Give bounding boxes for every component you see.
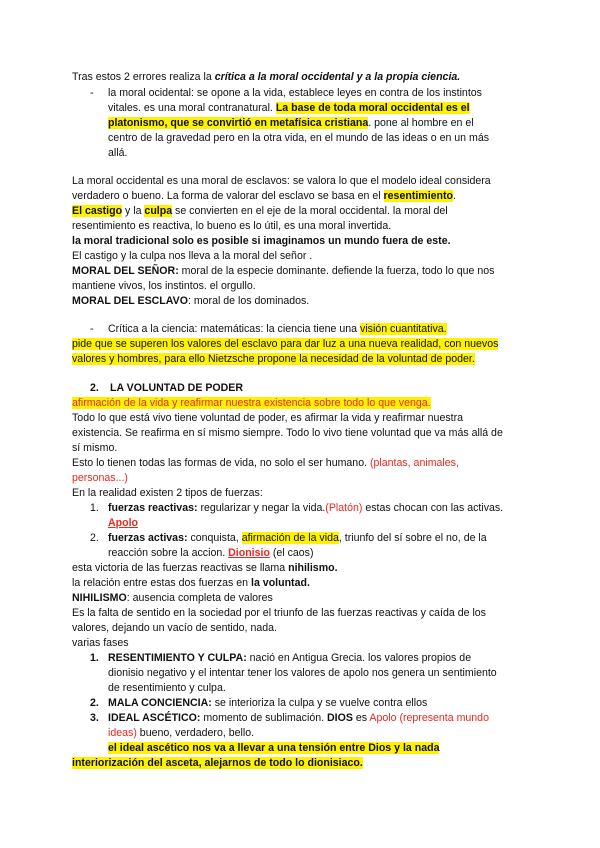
fase-resentimiento-label: RESENTIMIENTO Y CULPA: [108, 652, 247, 664]
list-number: 1. [90, 652, 99, 664]
bullet-dash: - [90, 87, 94, 99]
esclavos-line-6: El castigo y la culpa nos lleva a la moral del señor . [72, 250, 313, 262]
red-note-ideas: ideas) [108, 727, 137, 739]
dios-bold: DIOS [327, 712, 353, 724]
fuerzas-text: regularizar y negar la vida. [197, 502, 326, 514]
fase-mala-conciencia-label: MALA CONCIENCIA: [108, 697, 212, 709]
moral-occ-text: . pone al hombre en el [368, 117, 474, 129]
esclavos-text: verdadero o bueno. La forma de valorar del esclavo se basa en el [72, 190, 384, 202]
voluntad-line-12: varias fases [72, 637, 129, 649]
esclavos-line-2 [72, 189, 456, 204]
red-note: (plantas, animales, [369, 457, 459, 469]
fuerzas-text: (el caos) [269, 547, 314, 559]
dionisio-label: Dionisio [228, 547, 270, 559]
esclavos-text: . [453, 190, 456, 202]
apolo-label: Apolo [108, 517, 139, 529]
fase-text: se interioriza la culpa y se vuelve contra ellos [211, 697, 428, 709]
list-number: 3. [90, 712, 99, 724]
moral-senor-text: moral de la especie dominante. defiende la fuerza, todo lo que nos [178, 265, 495, 277]
highlight-tension: el ideal ascético nos va a llevar a una tensión entre Dios y la nada [108, 742, 440, 754]
intro-line [72, 70, 460, 85]
fase-resentimiento-line-2: dionisio negativo y el intentar tener los valores de apolo nos genera un sentimiento [108, 667, 497, 679]
esclavos-text: y la [122, 205, 145, 217]
fase-ideal-ascetico-line-4 [72, 756, 363, 771]
moral-occ-line-3 [108, 116, 474, 131]
moral-occ-text: vitales. es una moral contranatural. [108, 102, 276, 114]
highlight-resentimiento: resentimiento [383, 190, 454, 202]
ciencia-text: Crítica a la ciencia: matemáticas: la ciencia tiene una [108, 323, 361, 335]
section-number: 2. [90, 382, 99, 394]
voluntad-line-11: valores, dejando un vacío de sentido, nada. [72, 622, 277, 634]
moral-esclavo-line [72, 294, 309, 309]
highlight-platonismo-2: platonismo, que se convirtió en metafísica cristiana [108, 117, 369, 129]
list-number: 1. [90, 502, 99, 514]
esclavos-line-5: la moral tradicional solo es posible si imaginamos un mundo fuera de este. [72, 235, 451, 247]
fase-text: bueno, verdadero, bello. [136, 727, 255, 739]
voluntad-line-3: existencia. Se reafirma en sí mismo siempre. Todo lo vivo tiene voluntad que va más allá de [72, 427, 503, 439]
voluntad-line-7: En la realidad existen 2 tipos de fuerzas: [72, 487, 263, 499]
ciencia-line-3 [72, 352, 475, 367]
fuerzas-reactivas-label: fuerzas reactivas: [108, 502, 198, 514]
nihilismo-label: NIHILISMO [72, 592, 127, 604]
nihilismo-text: : ausencia completa de valores [126, 592, 273, 604]
highlight-afirmacion-vida: afirmación de la vida [241, 532, 339, 544]
moral-senor-label: MORAL DEL SEÑOR: [72, 265, 179, 277]
nihilismo-bold: nihilismo. [288, 562, 338, 574]
fase-mala-conciencia-line [108, 696, 427, 711]
fuerzas-activas-line [108, 531, 487, 546]
voluntad-line-5 [72, 456, 459, 471]
highlight-castigo: El castigo [72, 205, 123, 217]
ciencia-line-1 [108, 322, 447, 337]
list-number: 2. [90, 697, 99, 709]
voluntad-line-10: Es la falta de sentido en la sociedad por el triunfo de las fuerzas reactivas y caída de los [72, 607, 486, 619]
fuerzas-text: , triunfo del sí sobre el no, de la [338, 532, 487, 544]
highlight-ciencia-3: valores y hombres, para ello Nietzsche propone la necesidad de la voluntad de poder. [72, 353, 475, 365]
fase-ideal-ascetico-line-2 [108, 726, 254, 741]
section-heading: LA VOLUNTAD DE PODER [110, 382, 244, 394]
fuerzas-reactivas-line [108, 501, 503, 516]
intro-text: Tras estos 2 errores realiza la [72, 71, 215, 83]
fase-text: nació en Antigua Grecia. los valores propios de [246, 652, 472, 664]
highlight-afirmacion: afirmación de la vida y reafirmar nuestra existencia sobre todo lo que venga. [72, 397, 431, 409]
moral-senor-line [72, 264, 494, 279]
fase-text: es [352, 712, 370, 724]
esclavos-line-3 [72, 204, 448, 219]
highlight-platonismo-1: La base de toda moral occidental es el [275, 102, 470, 114]
bullet-dash: - [90, 323, 94, 335]
voluntad-line-2: Todo lo que está vivo tiene voluntad de poder, es afirmar la vida y reafirmar nuestra [72, 412, 464, 424]
moral-occ-line-5: allá. [108, 147, 128, 159]
voluntad-text: esta victoria de las fuerzas reactivas se llama [72, 562, 289, 574]
voluntad-text: la relación entre estas dos fuerzas en [72, 577, 252, 589]
esclavos-text: se convierten en el eje de la moral occidental. la moral del [172, 205, 448, 217]
red-note-platon: (Platón) [325, 502, 363, 514]
voluntad-line-6: personas...) [72, 472, 128, 484]
fuerzas-text: conquista, [187, 532, 242, 544]
voluntad-line-4: sí mismo. [72, 442, 118, 454]
fuerzas-activas-line-2 [108, 546, 314, 561]
esclavos-line-4: resentimiento es reactiva, lo bueno es lo útil, es una moral invertida. [72, 220, 392, 232]
fase-text: momento de sublimación. [200, 712, 328, 724]
highlight-culpa: culpa [144, 205, 173, 217]
highlight-vision-cuantitativa: visión cuantitativa. [360, 323, 447, 335]
moral-esclavo-text: : moral de los dominados. [187, 295, 310, 307]
moral-esclavo-label: MORAL DEL ESCLAVO [72, 295, 188, 307]
highlight-interiorizacion: interiorización del asceta, alejarnos de todo lo dionisiaco. [72, 757, 363, 769]
voluntad-line-1 [72, 396, 431, 411]
fase-resentimiento-line [108, 651, 471, 666]
moral-occ-line-1: la moral ocidental: se opone a la vida, establece leyes en contra de los instintos [108, 87, 482, 99]
fase-ideal-ascetico-label: IDEAL ASCÉTICO: [108, 712, 201, 724]
relacion-line [72, 576, 310, 591]
list-number: 2. [90, 532, 99, 544]
voluntad-bold: la voluntad. [251, 577, 310, 589]
nihilismo-line [72, 561, 338, 576]
red-note-apolo: Apolo (representa mundo [369, 712, 489, 724]
nihilismo-def-line [72, 591, 273, 606]
intro-emphasis: crítica a la moral occidental y a la propia ciencia. [214, 71, 461, 83]
moral-occ-line-4: centro de la gravedad pero en la otra vida, en el mundo de las ideas o en un más [108, 132, 490, 144]
fase-ideal-ascetico-line [108, 711, 489, 726]
esclavos-line-1: La moral occidental es una moral de esclavos: se valora lo que el modelo ideal considera [72, 175, 491, 187]
ciencia-line-2 [72, 337, 498, 352]
highlight-ciencia-2: pide que se superen los valores del esclavo para dar luz a una nueva realidad, con nuevos [72, 338, 499, 350]
fuerzas-activas-label: fuerzas activas: [108, 532, 188, 544]
fase-ideal-ascetico-line-3 [108, 741, 439, 756]
voluntad-text: Esto lo tienen todas las formas de vida, no solo el ser humano. [72, 457, 370, 469]
moral-senor-line-2: mantiene vivos, los instintos. el orgullo. [72, 280, 256, 292]
fuerzas-text: reacción sobre la accion. [108, 547, 229, 559]
fuerzas-text: estas chocan con las activas. [362, 502, 504, 514]
fase-resentimiento-line-3: de resentimiento y culpa. [108, 682, 226, 694]
moral-occ-line-2 [108, 101, 470, 116]
